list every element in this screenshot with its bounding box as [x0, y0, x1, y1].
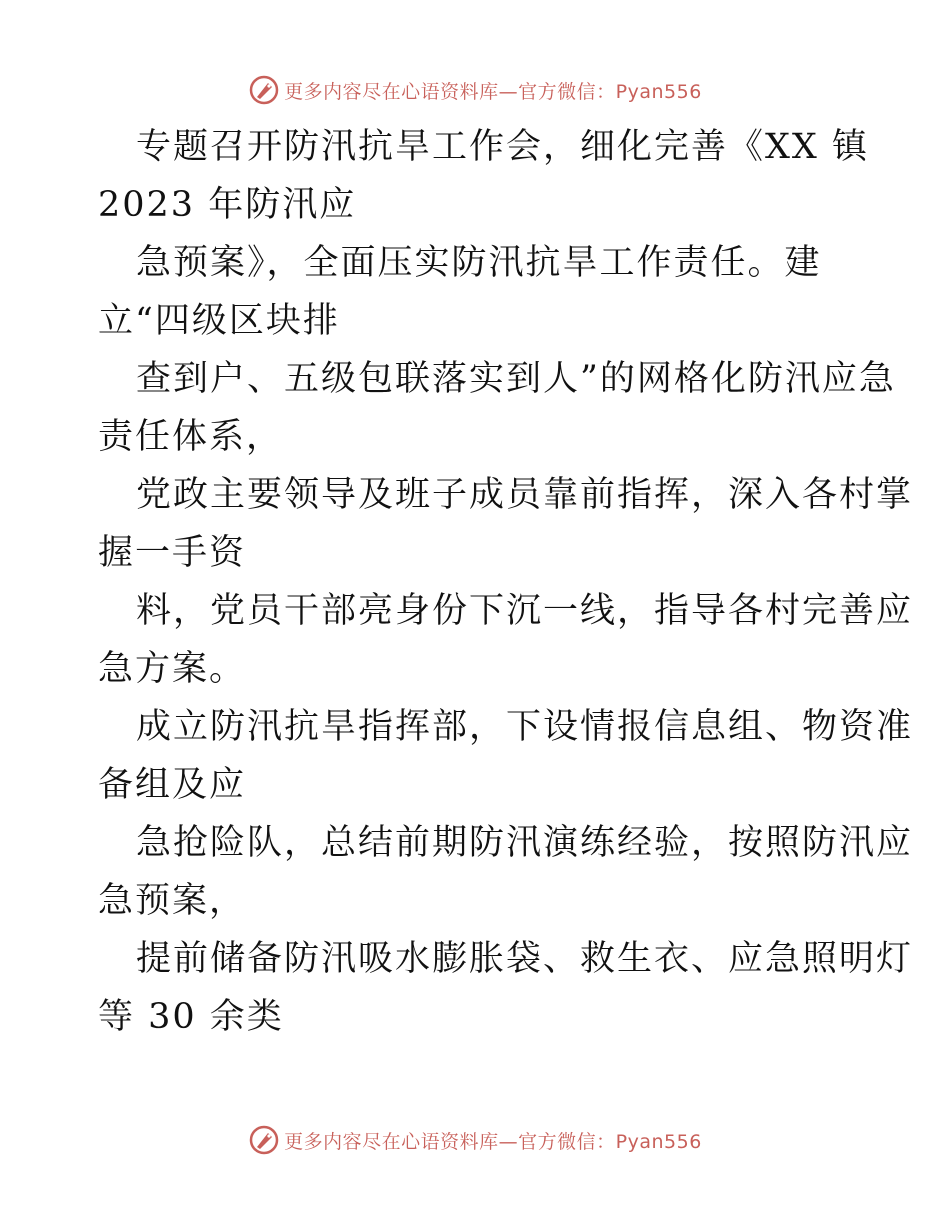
text-line: 2023 年防汛应 [98, 185, 357, 225]
text-line: 急方案。 [98, 649, 247, 689]
text-line: 专题召开防汛抗旱工作会，细化完善《XX 镇 [136, 127, 869, 167]
text-line: 急抢险队，总结前期防汛演练经验，按照防汛应 [136, 823, 914, 863]
footer-watermark-text: 更多内容尽在心语资料库—官方微信：Pyan556 [284, 1130, 702, 1153]
document-body [98, 118, 914, 1046]
footer-watermark [0, 1120, 950, 1160]
text-line: 等 30 余类 [98, 997, 284, 1037]
text-line: 握一手资 [98, 533, 247, 573]
text-line: 成立防汛抗旱指挥部，下设情报信息组、物资准 [136, 707, 914, 747]
pen-nib-logo-icon [248, 1124, 280, 1156]
text-line: 急预案》，全面压实防汛抗旱工作责任。建 [136, 243, 822, 283]
text-line: 备组及应 [98, 765, 247, 805]
text-line: 料，党员干部亮身份下沉一线，指导各村完善应 [136, 591, 914, 631]
text-line: 立“四级区块排 [98, 301, 340, 341]
text-line: 急预案， [98, 881, 247, 921]
text-line: 查到户、五级包联落实到人”的网格化防汛应急 [136, 359, 896, 399]
text-line: 责任体系， [98, 417, 284, 457]
pen-nib-logo-icon [248, 74, 280, 106]
header-watermark [0, 70, 950, 110]
text-line: 党政主要领导及班子成员靠前指挥，深入各村掌 [136, 475, 914, 515]
text-line: 提前储备防汛吸水膨胀袋、救生衣、应急照明灯 [136, 939, 914, 979]
header-watermark-text: 更多内容尽在心语资料库—官方微信：Pyan556 [284, 80, 702, 103]
